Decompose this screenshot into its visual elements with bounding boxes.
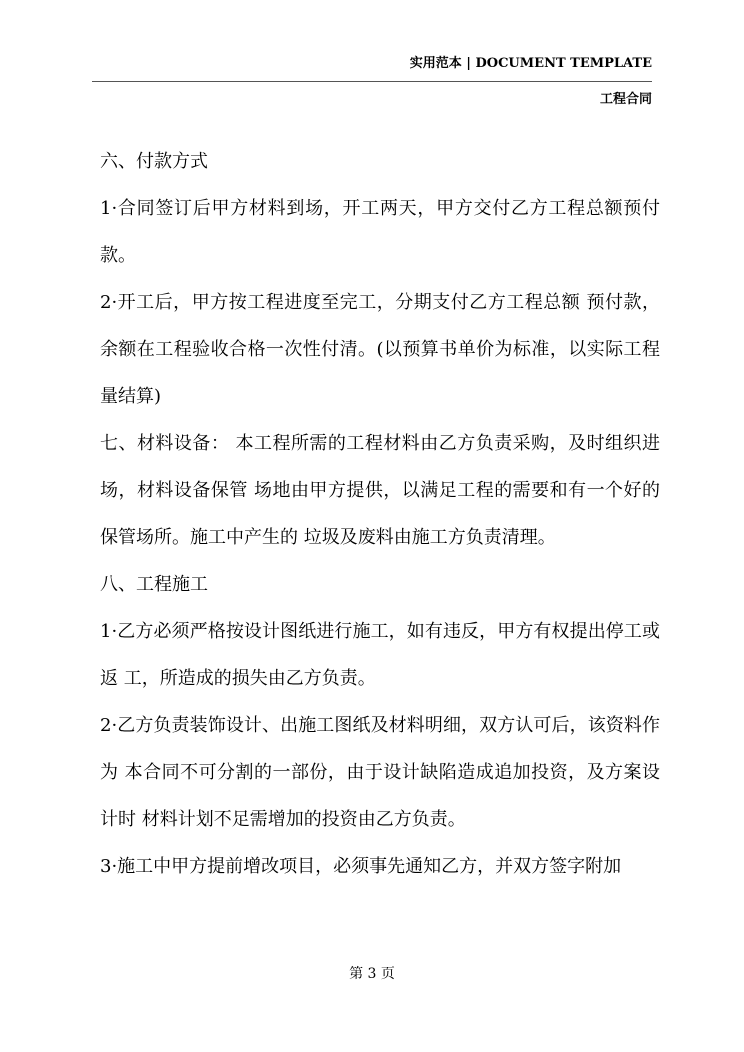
construction-clause-3: 3·施工中甲方提前增改项目，必须事先通知乙方，并双方签字附加 bbox=[100, 856, 622, 877]
section-heading-construction: 八、工程施工 bbox=[100, 574, 208, 595]
document-body bbox=[100, 138, 666, 890]
construction-clause-1: 1·乙方必须严格按设计图纸进行施工，如有违反，甲方有权提出停工或返 工，所造成的损失由乙方负责。 bbox=[100, 621, 660, 689]
section-heading-payment: 六、付款方式 bbox=[100, 151, 208, 172]
document-title: 工程合同 bbox=[599, 92, 652, 107]
payment-clause-2: 2·开工后，甲方按工程进度至完工，分期支付乙方工程总额 预付款， 余额在工程验收合格一次性付清。(以预算书单价为标准，以实际工程 量结算) bbox=[100, 292, 666, 407]
header-divider bbox=[92, 81, 652, 82]
construction-clause-2: 2·乙方负责装饰设计、出施工图纸及材料明细，双方认可后，该资料作为 本合同不可分割的一部份，由于设计缺陷造成追加投资，及方案设计时 材料计划不足需增加的投资由乙方负责。 bbox=[100, 715, 660, 830]
header-template-label: 实用范本 | DOCUMENT TEMPLATE bbox=[409, 56, 652, 71]
payment-clause-1: 1·合同签订后甲方材料到场，开工两天，甲方交付乙方工程总额预付 款。 bbox=[100, 198, 666, 266]
section-materials: 七、材料设备： 本工程所需的工程材料由乙方负责采购，及时组织进场，材料设备保管 场地由甲方提供，以满足工程的需要和有一个好的保管场所。施工中产生的 垃圾及废料由施工方负责清理。 bbox=[100, 433, 660, 548]
page-number: 第 3 页 bbox=[349, 966, 395, 982]
